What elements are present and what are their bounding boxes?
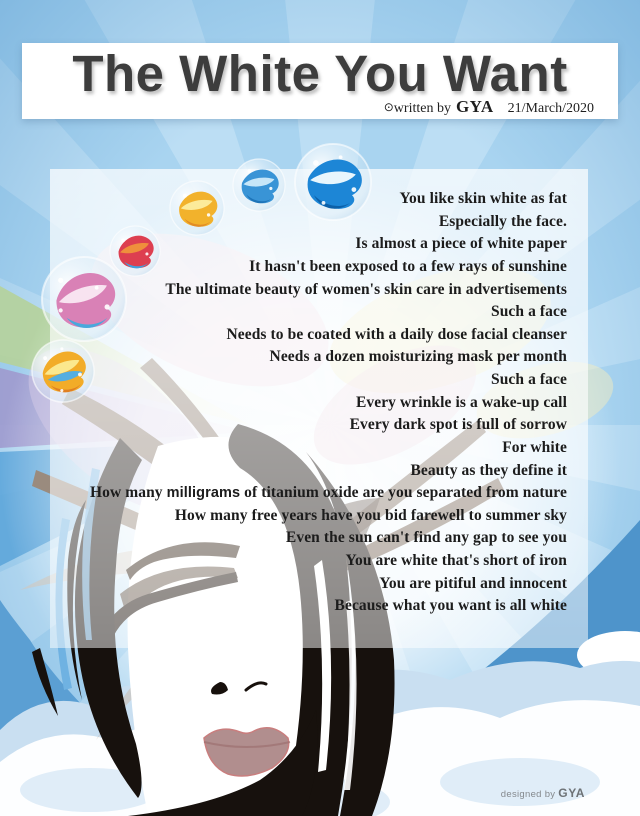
poem-line: You like skin white as fat [399, 190, 567, 207]
poem-line: Every wrinkle is a wake-up call [355, 393, 567, 411]
poem-line: How many milligrams of titanium oxide are you separated from nature [89, 484, 567, 502]
poem-line: Needs a dozen moisturizing mask per month [269, 348, 567, 366]
poem-line: Because what you want is all white [334, 597, 567, 615]
credit-prefix: designed by [500, 789, 556, 800]
designer-credit [501, 786, 585, 800]
poem-line: Beauty as they define it [410, 461, 567, 479]
poem-line: It hasn't been exposed to a few rays of sunshine [249, 257, 567, 275]
poem-line: You are pitiful and innocent [379, 574, 567, 592]
poem-line: Every dark spot is full of sorrow [349, 416, 567, 434]
poem-line: The ultimate beauty of women's skin care in advertisements [165, 280, 567, 298]
circled-dot-icon: ⊙ [383, 100, 394, 114]
byline-written-by: written by [393, 101, 451, 116]
poem-line: How many free years have you bid farewell to summer sky [174, 506, 567, 524]
poem-line: For white [502, 438, 567, 456]
title-band [22, 43, 618, 119]
poem-line: Is almost a piece of white paper [355, 235, 567, 253]
poem-line: Such a face [490, 371, 567, 388]
page-title: The White You Want [72, 45, 568, 102]
poem-line: Especially the face. [438, 212, 567, 230]
byline-date: 21/March/2020 [507, 101, 594, 116]
poem-line: Such a face [490, 303, 567, 321]
poem-line: You are white that's short of iron [345, 552, 567, 569]
poem [90, 188, 567, 618]
byline-author: GYA [455, 97, 494, 116]
byline [384, 97, 594, 117]
poem-line: Even the sun can't find any gap to see you [285, 529, 567, 547]
poem-line: Needs to be coated with a daily dose facial cleanser [226, 325, 567, 343]
credit-author: GYA [558, 786, 585, 800]
